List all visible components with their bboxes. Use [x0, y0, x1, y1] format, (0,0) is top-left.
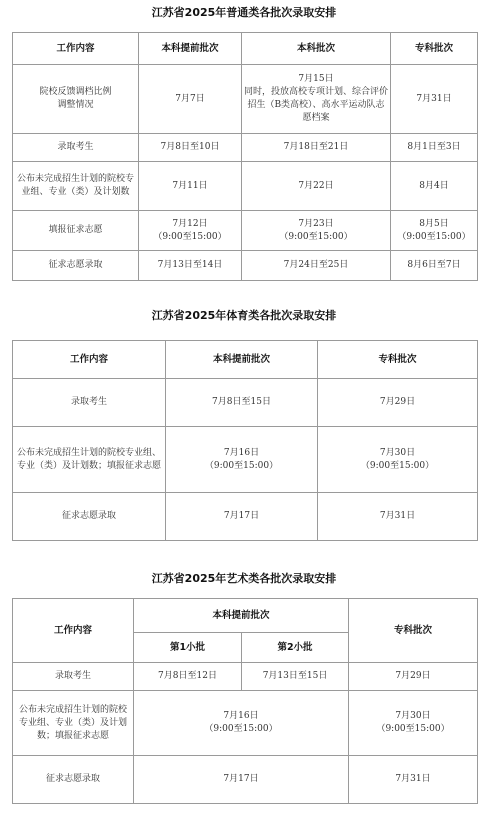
table-row — [13, 65, 478, 134]
table2 — [12, 340, 478, 541]
table3-header-work: 工作内容 — [13, 599, 134, 663]
table2-header-college: 专科批次 — [318, 341, 478, 379]
table1-cell: 7月31日 — [391, 65, 478, 134]
table2-header-row — [13, 341, 478, 379]
table3-header-sub1: 第1小批 — [134, 633, 242, 663]
table1-cell: 7月7日 — [139, 65, 242, 134]
table2-cell: 7月31日 — [318, 493, 478, 541]
table3-cell: 7月8日至12日 — [134, 663, 242, 691]
table1-cell: 填报征求志愿 — [13, 211, 139, 251]
table2-header-work: 工作内容 — [13, 341, 166, 379]
table1-cell: 8月6日至7日 — [391, 251, 478, 281]
table3-header-sub2: 第2小批 — [242, 633, 349, 663]
table3-cell: 公布未完成招生计划的院校专业组、专业（类）及计划数；填报征求志愿 — [13, 691, 134, 756]
table1-header-early: 本科提前批次 — [139, 33, 242, 65]
table3-cell: 7月17日 — [134, 756, 349, 804]
table-row — [13, 493, 478, 541]
table2-header-early: 本科提前批次 — [166, 341, 318, 379]
table3-title: 江苏省2025年艺术类各批次录取安排 — [151, 572, 337, 585]
table1-cell: 院校反馈调档比例 调整情况 — [13, 65, 139, 134]
table1-cell: 8月1日至3日 — [391, 134, 478, 162]
table3-cell: 7月16日 （9:00至15:00） — [134, 691, 349, 756]
table2-cell: 7月8日至15日 — [166, 379, 318, 427]
table1-header-undergrad: 本科批次 — [242, 33, 391, 65]
table2-cell: 公布未完成招生计划的院校专业组、专业（类）及计划数；填报征求志愿 — [13, 427, 166, 493]
table1-title: 江苏省2025年普通类各批次录取安排 — [151, 6, 337, 19]
table3-cell: 7月13日至15日 — [242, 663, 349, 691]
table-row — [13, 251, 478, 281]
table-row — [13, 427, 478, 493]
table3-cell: 征求志愿录取 — [13, 756, 134, 804]
table1-cell: 7月11日 — [139, 162, 242, 211]
table2-cell: 7月17日 — [166, 493, 318, 541]
table-row — [13, 663, 478, 691]
table1-cell: 7月22日 — [242, 162, 391, 211]
table2-cell: 7月29日 — [318, 379, 478, 427]
table-row — [13, 211, 478, 251]
table2-cell: 征求志愿录取 — [13, 493, 166, 541]
table2-cell: 7月30日 （9:00至15:00） — [318, 427, 478, 493]
table1-header-work: 工作内容 — [13, 33, 139, 65]
table2-title: 江苏省2025年体育类各批次录取安排 — [151, 309, 337, 322]
table1-cell: 7月15日 同时，投放高校专项计划、综合评价招生（B类高校）、高水平运动队志愿档案 — [242, 65, 391, 134]
table3-cell: 7月31日 — [349, 756, 478, 804]
table1-cell: 7月8日至10日 — [139, 134, 242, 162]
table1-cell: 录取考生 — [13, 134, 139, 162]
table1-cell: 7月24日至25日 — [242, 251, 391, 281]
table1-header-row — [13, 33, 478, 65]
table1-cell: 征求志愿录取 — [13, 251, 139, 281]
table1-header-college: 专科批次 — [391, 33, 478, 65]
table1 — [12, 32, 478, 281]
table3-cell: 7月29日 — [349, 663, 478, 691]
table1-cell: 7月18日至21日 — [242, 134, 391, 162]
table3-header-college: 专科批次 — [349, 599, 478, 663]
table-row — [13, 756, 478, 804]
table3-header-early: 本科提前批次 — [134, 599, 349, 633]
table2-cell: 7月16日 （9:00至15:00） — [166, 427, 318, 493]
table-row — [13, 134, 478, 162]
table3-cell: 7月30日 （9:00至15:00） — [349, 691, 478, 756]
table1-cell: 8月4日 — [391, 162, 478, 211]
table1-cell: 7月23日 （9:00至15:00） — [242, 211, 391, 251]
table-row — [13, 691, 478, 756]
table1-cell: 7月12日 （9:00至15:00） — [139, 211, 242, 251]
table3-cell: 录取考生 — [13, 663, 134, 691]
table1-cell: 7月13日至14日 — [139, 251, 242, 281]
table2-cell: 录取考生 — [13, 379, 166, 427]
table1-cell: 8月5日 （9:00至15:00） — [391, 211, 478, 251]
table1-cell: 公布未完成招生计划的院校专业组、专业（类）及计划数 — [13, 162, 139, 211]
table-row — [13, 162, 478, 211]
table3 — [12, 598, 478, 804]
table-row — [13, 379, 478, 427]
table3-header-row — [13, 599, 478, 633]
